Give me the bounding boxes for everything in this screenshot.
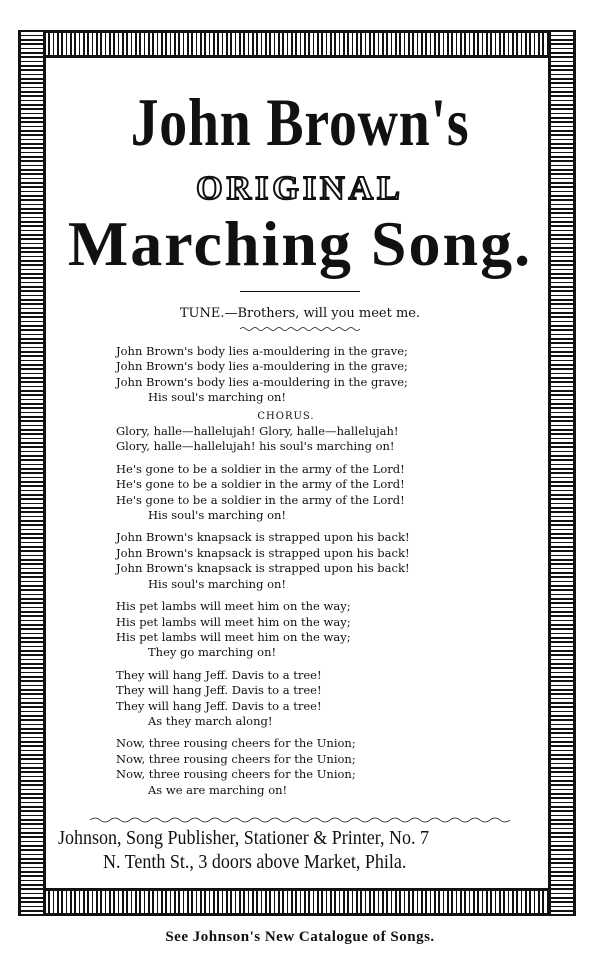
verse-line: Now, three rousing cheers for the Union;	[116, 767, 356, 782]
wavy-divider	[240, 326, 360, 332]
catalogue-note: See Johnson's New Catalogue of Songs.	[165, 929, 435, 945]
verse-refrain: They go marching on!	[148, 645, 277, 660]
border-right	[548, 30, 576, 916]
publisher-line-1: Johnson, Song Publisher, Stationer & Printer, No. 7	[58, 827, 430, 849]
verse-line: John Brown's knapsack is strapped upon his back!	[116, 545, 410, 560]
verse-refrain: His soul's marching on!	[148, 390, 287, 405]
title-line-3: Marching Song.	[67, 208, 533, 279]
verse-line: John Brown's knapsack is strapped upon his back!	[116, 530, 410, 545]
stanza-5	[116, 668, 536, 730]
stanza-1	[116, 344, 536, 406]
publisher-imprint	[58, 826, 508, 874]
verse-line: They will hang Jeff. Davis to a tree!	[116, 683, 322, 698]
verse-refrain: His soul's marching on!	[148, 508, 287, 523]
tune-line: TUNE.—Brothers, will you meet me.	[179, 306, 421, 321]
chorus	[116, 424, 536, 455]
divider-rule	[240, 291, 360, 292]
border-bottom	[18, 888, 576, 916]
song-verses	[116, 344, 536, 805]
chorus-line: Glory, halle—hallelujah! Glory, halle—hallelujah!	[116, 424, 399, 439]
chorus-line: Glory, halle—hallelujah! his soul's marching on!	[116, 439, 395, 454]
verse-refrain: As they march along!	[148, 713, 273, 728]
chorus-label: CHORUS.	[257, 410, 315, 422]
border-top	[18, 30, 576, 58]
verse-line: His pet lambs will meet him on the way;	[116, 629, 351, 644]
verse-line: He's gone to be a soldier in the army of the Lord!	[116, 492, 405, 507]
title-line-1: John Brown's	[130, 84, 470, 160]
border-left	[18, 30, 46, 916]
verse-refrain: As we are marching on!	[148, 782, 288, 797]
verse-line: John Brown's body lies a-mouldering in the grave;	[116, 344, 408, 358]
verse-line: They will hang Jeff. Davis to a tree!	[116, 698, 322, 713]
verse-line: He's gone to be a soldier in the army of the Lord!	[116, 477, 405, 492]
footer-wavy-rule	[90, 816, 510, 824]
verse-refrain: His soul's marching on!	[148, 576, 287, 591]
stanza-3	[116, 530, 536, 592]
verse-line: Now, three rousing cheers for the Union;	[116, 736, 356, 751]
verse-line: John Brown's body lies a-mouldering in the grave;	[116, 359, 408, 374]
verse-line: John Brown's body lies a-mouldering in the grave;	[116, 374, 408, 389]
verse-line: They will hang Jeff. Davis to a tree!	[116, 667, 322, 682]
stanza-2	[116, 462, 536, 524]
verse-line: He's gone to be a soldier in the army of the Lord!	[116, 461, 405, 476]
verse-line: Now, three rousing cheers for the Union;	[116, 751, 356, 766]
verse-line: His pet lambs will meet him on the way;	[116, 599, 351, 614]
publisher-line-2: N. Tenth St., 3 doors above Market, Phila.	[103, 851, 407, 873]
stanza-6	[116, 736, 536, 798]
stanza-4	[116, 599, 536, 661]
verse-line: His pet lambs will meet him on the way;	[116, 614, 351, 629]
verse-line: John Brown's knapsack is strapped upon his back!	[116, 561, 410, 576]
title-line-2: ORIGINAL	[196, 170, 404, 207]
